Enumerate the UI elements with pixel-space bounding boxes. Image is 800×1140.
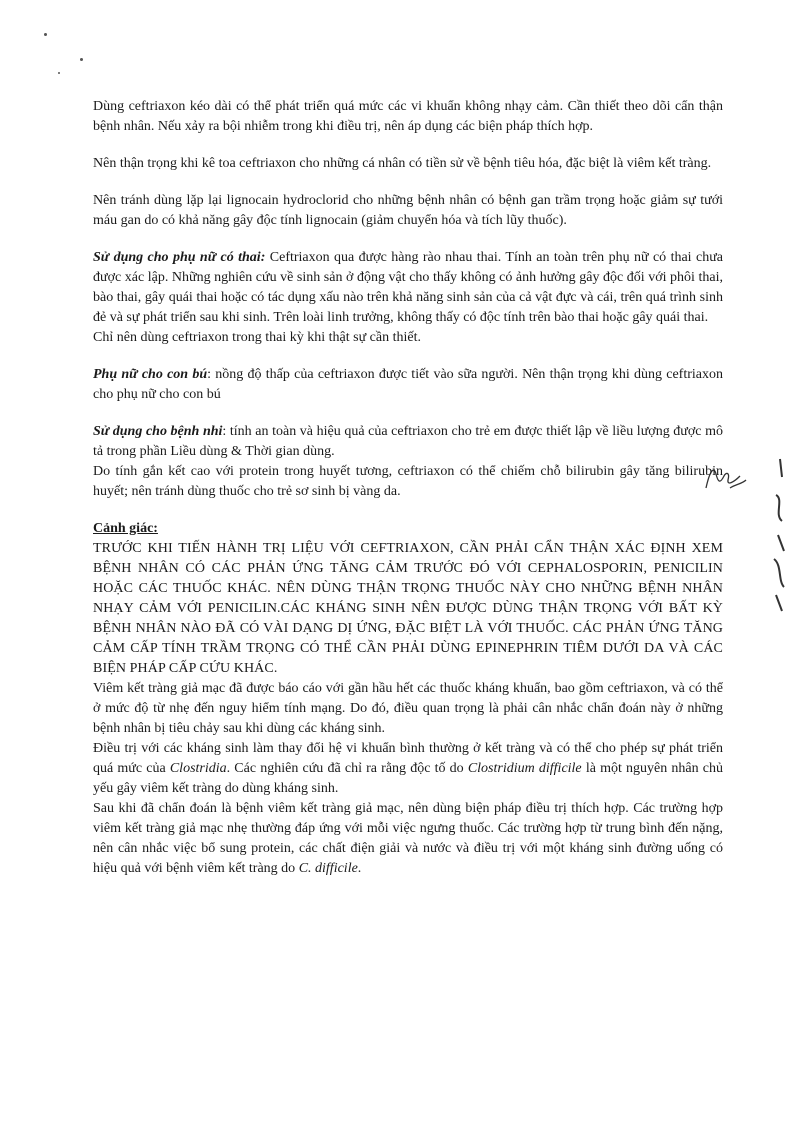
pregnancy-extra: Chỉ nên dùng ceftriaxon trong thai kỳ khi thật sự cần thiết.	[93, 330, 421, 345]
lactation-section	[93, 365, 723, 405]
margin-stamp-mark	[766, 455, 794, 615]
text-run: Sau khi đã chẩn đoán là bệnh viêm kết tràng giả mạc, nên dùng biện pháp điều trị thích hợp. Các trường hợp viêm kết tràng giả mạc nhẹ thường đáp ứng với mỗi việc ngưng thuốc. Các trường hợp từ trung bình đến nặng, nên cân nhắc việc bổ sung protein, các chất điện giải và nước và điều trị với một kháng sinh đường uống có hiệu quả với bệnh viêm kết tràng do	[93, 801, 723, 876]
italic-term: C. difficile	[298, 861, 358, 876]
paragraph: Nên tránh dùng lặp lại lignocain hydroclorid cho những bệnh nhân có bệnh gan trầm trọng hoặc giảm sự tưới máu gan do có khả năng gây độc tính lignocain (giảm chuyển hóa và tích lũy thuốc).	[93, 193, 723, 228]
warning-paragraph-2	[93, 739, 723, 799]
warning-caps-text: TRƯỚC KHI TIẾN HÀNH TRỊ LIỆU VỚI CEFTRIAXON, CẦN PHẢI CẨN THẬN XÁC ĐỊNH XEM BỆNH NHÂN CÓ CÁC PHẢN ỨNG TĂNG CẢM TRƯỚC ĐÓ VỚI CEPHALOSPORIN, PENICILIN HOẶC CÁC THUỐC KHÁC. NÊN DÙNG THẬN TRỌNG THUỐC NÀY CHO NHỮNG BỆNH NHÂN NHẠY CẢM VỚI PENICILIN.CÁC KHÁNG SINH NÊN ĐƯỢC DÙNG THẬN TRỌNG VỚI BẤT KỲ BỆNH NHÂN NÀO ĐÃ CÓ VÀI DẠNG DỊ ỨNG, ĐẶC BIỆT LÀ VỚI THUỐC. CÁC PHẢN ỨNG TĂNG CẢM CẤP TÍNH TRẦM TRỌNG CÓ THỂ CẦN PHẢI DÙNG EPINEPHRIN TIÊM DƯỚI DA VÀ CÁC BIỆN PHÁP CẤP CỨU KHÁC.	[93, 541, 723, 676]
pregnancy-label: Sử dụng cho phụ nữ có thai:	[93, 250, 266, 265]
warning-heading: Cảnh giác:	[93, 521, 158, 536]
warning-paragraph-1: Viêm kết tràng giả mạc đã được báo cáo với gần hầu hết các thuốc kháng khuẩn, bao gồm ceftriaxon, và có thể ở mức độ từ nhẹ đến nguy hiểm tính mạng. Do đó, điều quan trọng là phải cân nhắc chẩn đoán này ở những bệnh nhân bị tiêu chảy sau khi dùng các kháng sinh.	[93, 681, 723, 736]
document-body	[93, 97, 723, 879]
italic-term: Clostridium difficile	[467, 761, 582, 776]
paragraph: Dùng ceftriaxon kéo dài có thể phát triển quá mức các vi khuẩn không nhạy cảm. Cần thiết theo dõi cẩn thận bệnh nhân. Nếu xảy ra bội nhiễm trong khi điều trị, nên áp dụng các biện pháp thích hợp.	[93, 99, 723, 134]
pediatric-label: Sử dụng cho bệnh nhi	[93, 424, 223, 439]
text-run: là một nguyên nhân chủ yếu gây viêm kết tràng do dùng kháng sinh.	[93, 761, 724, 796]
text-run: Điều trị với các kháng sinh làm thay đổi hệ vi khuẩn bình thường ở kết tràng và có thể cho phép sự phát triển quá mức của	[93, 741, 723, 776]
text-run: . Các nghiên cứu đã chỉ ra rằng độc tố do	[226, 761, 468, 776]
pediatric-section	[93, 422, 723, 462]
italic-term: Clostridia	[169, 761, 227, 776]
scan-speck	[44, 33, 47, 36]
paragraph: Nên thận trọng khi kê toa ceftriaxon cho những cá nhân có tiền sử về bệnh tiêu hóa, đặc biệt là viêm kết tràng.	[93, 156, 712, 171]
warning-paragraph-3	[93, 799, 723, 879]
pregnancy-text: Ceftriaxon qua được hàng rào nhau thai. Tính an toàn trên phụ nữ có thai chưa được xác lập. Những nghiên cứu về sinh sản ở động vật cho thấy không có ảnh hưởng gây độc đối với phôi thai, bào thai, gây quái thai hoặc có tác dụng xấu nào trên khả năng sinh sản của cả vật đực và cái, trên quá trình sinh đẻ và sự phát triển sau khi sinh. Trên loài linh trưởng, không thấy có độc tính trên bào thai hoặc gây quái thai.	[93, 250, 723, 325]
pediatric-text: : tính an toàn và hiệu quả của ceftriaxon cho trẻ em được thiết lập về liều lượng được mô tả trong phần Liều dùng & Thời gian dùng.	[93, 424, 723, 459]
lactation-label: Phụ nữ cho con bú	[93, 367, 208, 382]
text-run: .	[357, 861, 362, 876]
pregnancy-section	[93, 248, 723, 328]
lactation-text: : nồng độ thấp của ceftriaxon được tiết vào sữa người. Nên thận trọng khi dùng ceftriaxon cho phụ nữ cho con bú	[93, 367, 723, 402]
pediatric-extra: Do tính gắn kết cao với protein trong huyết tương, ceftriaxon có thể chiếm chỗ bilirubin gây tăng bilirubin huyết; nên tránh dùng thuốc cho trẻ sơ sinh bị vàng da.	[93, 464, 723, 499]
scan-speck	[80, 58, 83, 61]
scan-speck	[58, 72, 60, 74]
